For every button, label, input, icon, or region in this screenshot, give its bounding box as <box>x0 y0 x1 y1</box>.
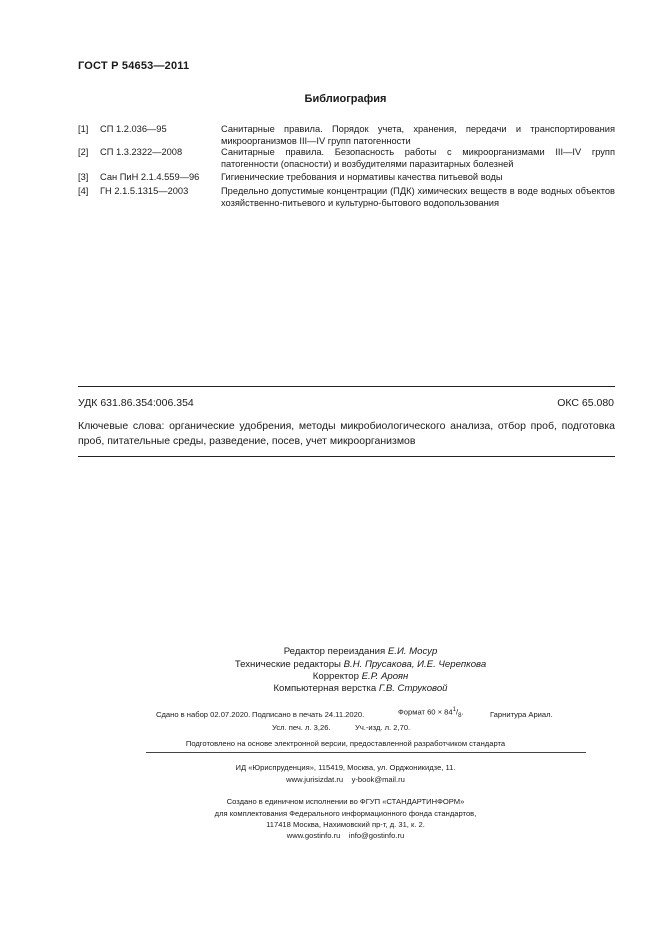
made-line-1: Создано в единичном исполнении во ФГУП «СТАНДАРТИНФОРМ» <box>226 797 465 806</box>
credit-label: Технические редакторы <box>234 659 341 670</box>
ref-description: Предельно допустимые концентрации (ПДК) химических веществ в воде водных объектов хозяйственно-питьевого и культурно-бытового водопользования <box>221 186 615 209</box>
bibliography-title: Библиография <box>304 93 387 105</box>
imprint-typeface: Гарнитура Ариал. <box>490 710 553 719</box>
imprint-prepared: Подготовлено на основе электронной версии, предоставленной разработчиком стандарта <box>185 739 506 748</box>
ref-number: [4] <box>78 186 89 196</box>
imprint-sheets: Усл. печ. л. 3,26. <box>272 723 331 732</box>
bibliography-entry <box>78 185 615 210</box>
format-denominator: 8 <box>458 713 462 720</box>
ref-description: Санитарные правила. Порядок учета, хранения, передачи и транспортирования микроорганизмов III—IV групп патогенности <box>221 124 615 147</box>
imprint-pub-sheets: Уч.-изд. л. 2,70. <box>355 723 411 732</box>
format-prefix: Формат 60 × 84 <box>398 707 453 717</box>
ref-code: СП 1.3.2322—2008 <box>100 147 183 157</box>
made-contacts <box>0 830 661 842</box>
ref-description: Гигиенические требования и нормативы качества питьевой воды <box>221 172 503 182</box>
made-line-2: для комплектования Федерального информационного фонда стандартов, <box>214 809 477 818</box>
publisher-site-link[interactable]: www.jurisizdat.ru <box>286 775 344 784</box>
bibliography-entry <box>78 171 615 184</box>
imprint-sent: Сдано в набор 02.07.2020. <box>156 710 251 719</box>
oks-code: ОКС 65.080 <box>557 397 614 409</box>
ref-code: СП 1.2.036—95 <box>100 124 167 134</box>
made-email-link[interactable]: info@gostinfo.ru <box>348 831 405 840</box>
credit-name: Е.Р. Ароян <box>361 671 409 682</box>
divider-imprint <box>146 752 586 753</box>
credit-label: Компьютерная верстка <box>273 683 377 694</box>
made-site-link[interactable]: www.gostinfo.ru <box>286 831 341 840</box>
credit-name: Г.В. Струковой <box>378 683 448 694</box>
ref-number: [1] <box>78 124 89 134</box>
publisher-address: ИД «Юриспруденция», 115419, Москва, ул. Орджоникидзе, 11. <box>235 763 456 772</box>
bibliography-entry <box>78 146 615 171</box>
divider-bottom <box>78 456 615 457</box>
imprint-signed: Подписано в печать 24.11.2020. <box>252 710 365 719</box>
ref-number: [3] <box>78 172 89 182</box>
keywords: Ключевые слова: органические удобрения, методы микробиологического анализа, отбор проб, подготовка проб, питательные среды, разведение, посев, учет микроорганизмов <box>78 420 615 447</box>
ref-description: Санитарные правила. Безопасность работы с микроорганизмами III—IV групп патогенности (опасности) и возбудителями паразитарных болезней <box>221 147 615 170</box>
udk-code: УДК 631.86.354:006.354 <box>78 397 194 409</box>
credit-editor <box>0 646 661 657</box>
credit-layout <box>0 683 661 694</box>
credit-label: Редактор переиздания <box>283 646 386 657</box>
ref-code: ГН 2.1.5.1315—2003 <box>100 186 189 196</box>
format-suffix: . <box>461 707 464 717</box>
bibliography-entry <box>78 123 615 148</box>
credit-tech-editors <box>0 659 661 670</box>
format-numerator: 1 <box>452 707 456 713</box>
ref-number: [2] <box>78 147 89 157</box>
credit-label: Корректор <box>312 671 359 682</box>
credit-name: В.Н. Прусакова, И.Е. Черепкова <box>343 659 487 670</box>
publisher-contacts <box>0 774 661 786</box>
made-line-3: 117418 Москва, Нахимовский пр-т, д. 31, к. 2. <box>266 820 425 829</box>
ref-code: Сан ПиН 2.1.4.559—96 <box>100 172 200 182</box>
credit-name: Е.И. Мосур <box>387 646 438 657</box>
imprint-format: Формат $60 \times 84^1/_8$. <box>398 707 464 720</box>
credit-corrector <box>0 671 661 682</box>
divider-top <box>78 386 615 387</box>
standard-number: ГОСТ Р 54653—2011 <box>78 60 190 72</box>
publisher-email-link[interactable]: y-book@mail.ru <box>351 775 405 784</box>
